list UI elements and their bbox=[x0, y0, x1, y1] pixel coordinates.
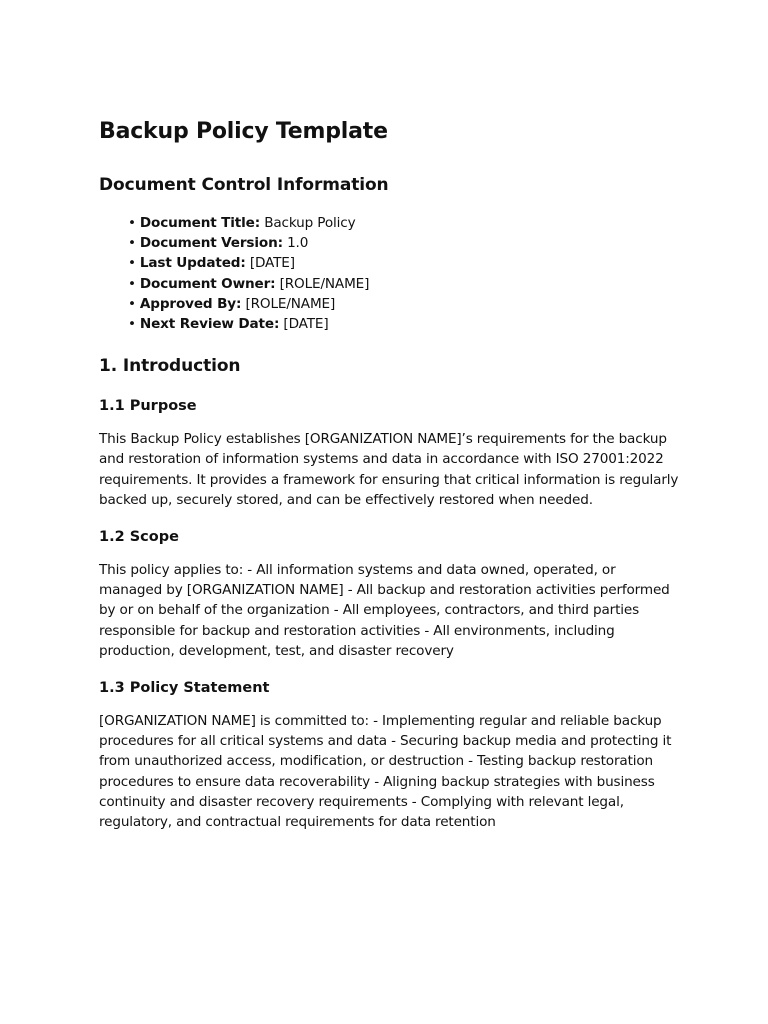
document-page bbox=[99, 114, 679, 832]
document-title: Backup Policy Template bbox=[99, 119, 388, 144]
list-item bbox=[128, 253, 679, 273]
control-label: Document Title: bbox=[139, 215, 261, 231]
control-label: Document Owner: bbox=[139, 275, 276, 292]
scope-paragraph: This policy applies to: - All information systems and data owned, operated, or managed by [ORGANIZATION NAME] - All backup and restoration activities performed by or on behalf of the organization - All employees, contractors, and third parties responsible for backup and restoration activities - All environments, including production, development, test, and disaster recovery bbox=[99, 562, 670, 659]
control-value: [ROLE/NAME] bbox=[279, 275, 370, 292]
list-item bbox=[128, 213, 679, 233]
control-label: Next Review Date: bbox=[139, 316, 280, 333]
control-value: [DATE] bbox=[249, 255, 295, 272]
control-label: Last Updated: bbox=[139, 255, 246, 272]
control-label: Document Version: bbox=[139, 235, 283, 252]
control-value: [DATE] bbox=[283, 316, 329, 333]
list-item bbox=[128, 294, 679, 314]
purpose-heading: 1.1 Purpose bbox=[99, 398, 197, 415]
purpose-paragraph: This Backup Policy establishes [ORGANIZATION NAME]’s requirements for the backup and restoration of information systems and data in accordance with ISO 27001:2022 requirements. It provides a framework for ensuring that critical information is regularly backed up, securely stored, and can be effectively restored when needed. bbox=[99, 431, 679, 508]
list-item bbox=[128, 314, 679, 334]
control-value: [ROLE/NAME] bbox=[245, 295, 336, 312]
scope-heading: 1.2 Scope bbox=[99, 529, 179, 546]
control-value: 1.0 bbox=[287, 235, 309, 252]
list-item bbox=[128, 274, 679, 294]
document-control-heading: Document Control Information bbox=[99, 175, 389, 195]
policy-statement-paragraph: [ORGANIZATION NAME] is committed to: - Implementing regular and reliable backup procedures for all critical systems and data - Securing backup media and protecting it from unauthorized access, modification, or destruction - Testing backup restoration procedures to ensure data recoverability - Aligning backup strategies with business continuity and disaster recovery requirements - Complying with relevant legal, regulatory, and contractual requirements for data retention bbox=[99, 713, 672, 831]
document-control-list bbox=[99, 213, 679, 334]
control-value: Backup Policy bbox=[264, 215, 356, 231]
policy-statement-heading: 1.3 Policy Statement bbox=[99, 680, 270, 697]
control-label: Approved By: bbox=[139, 295, 242, 312]
introduction-heading: 1. Introduction bbox=[99, 356, 241, 377]
list-item bbox=[128, 233, 679, 253]
